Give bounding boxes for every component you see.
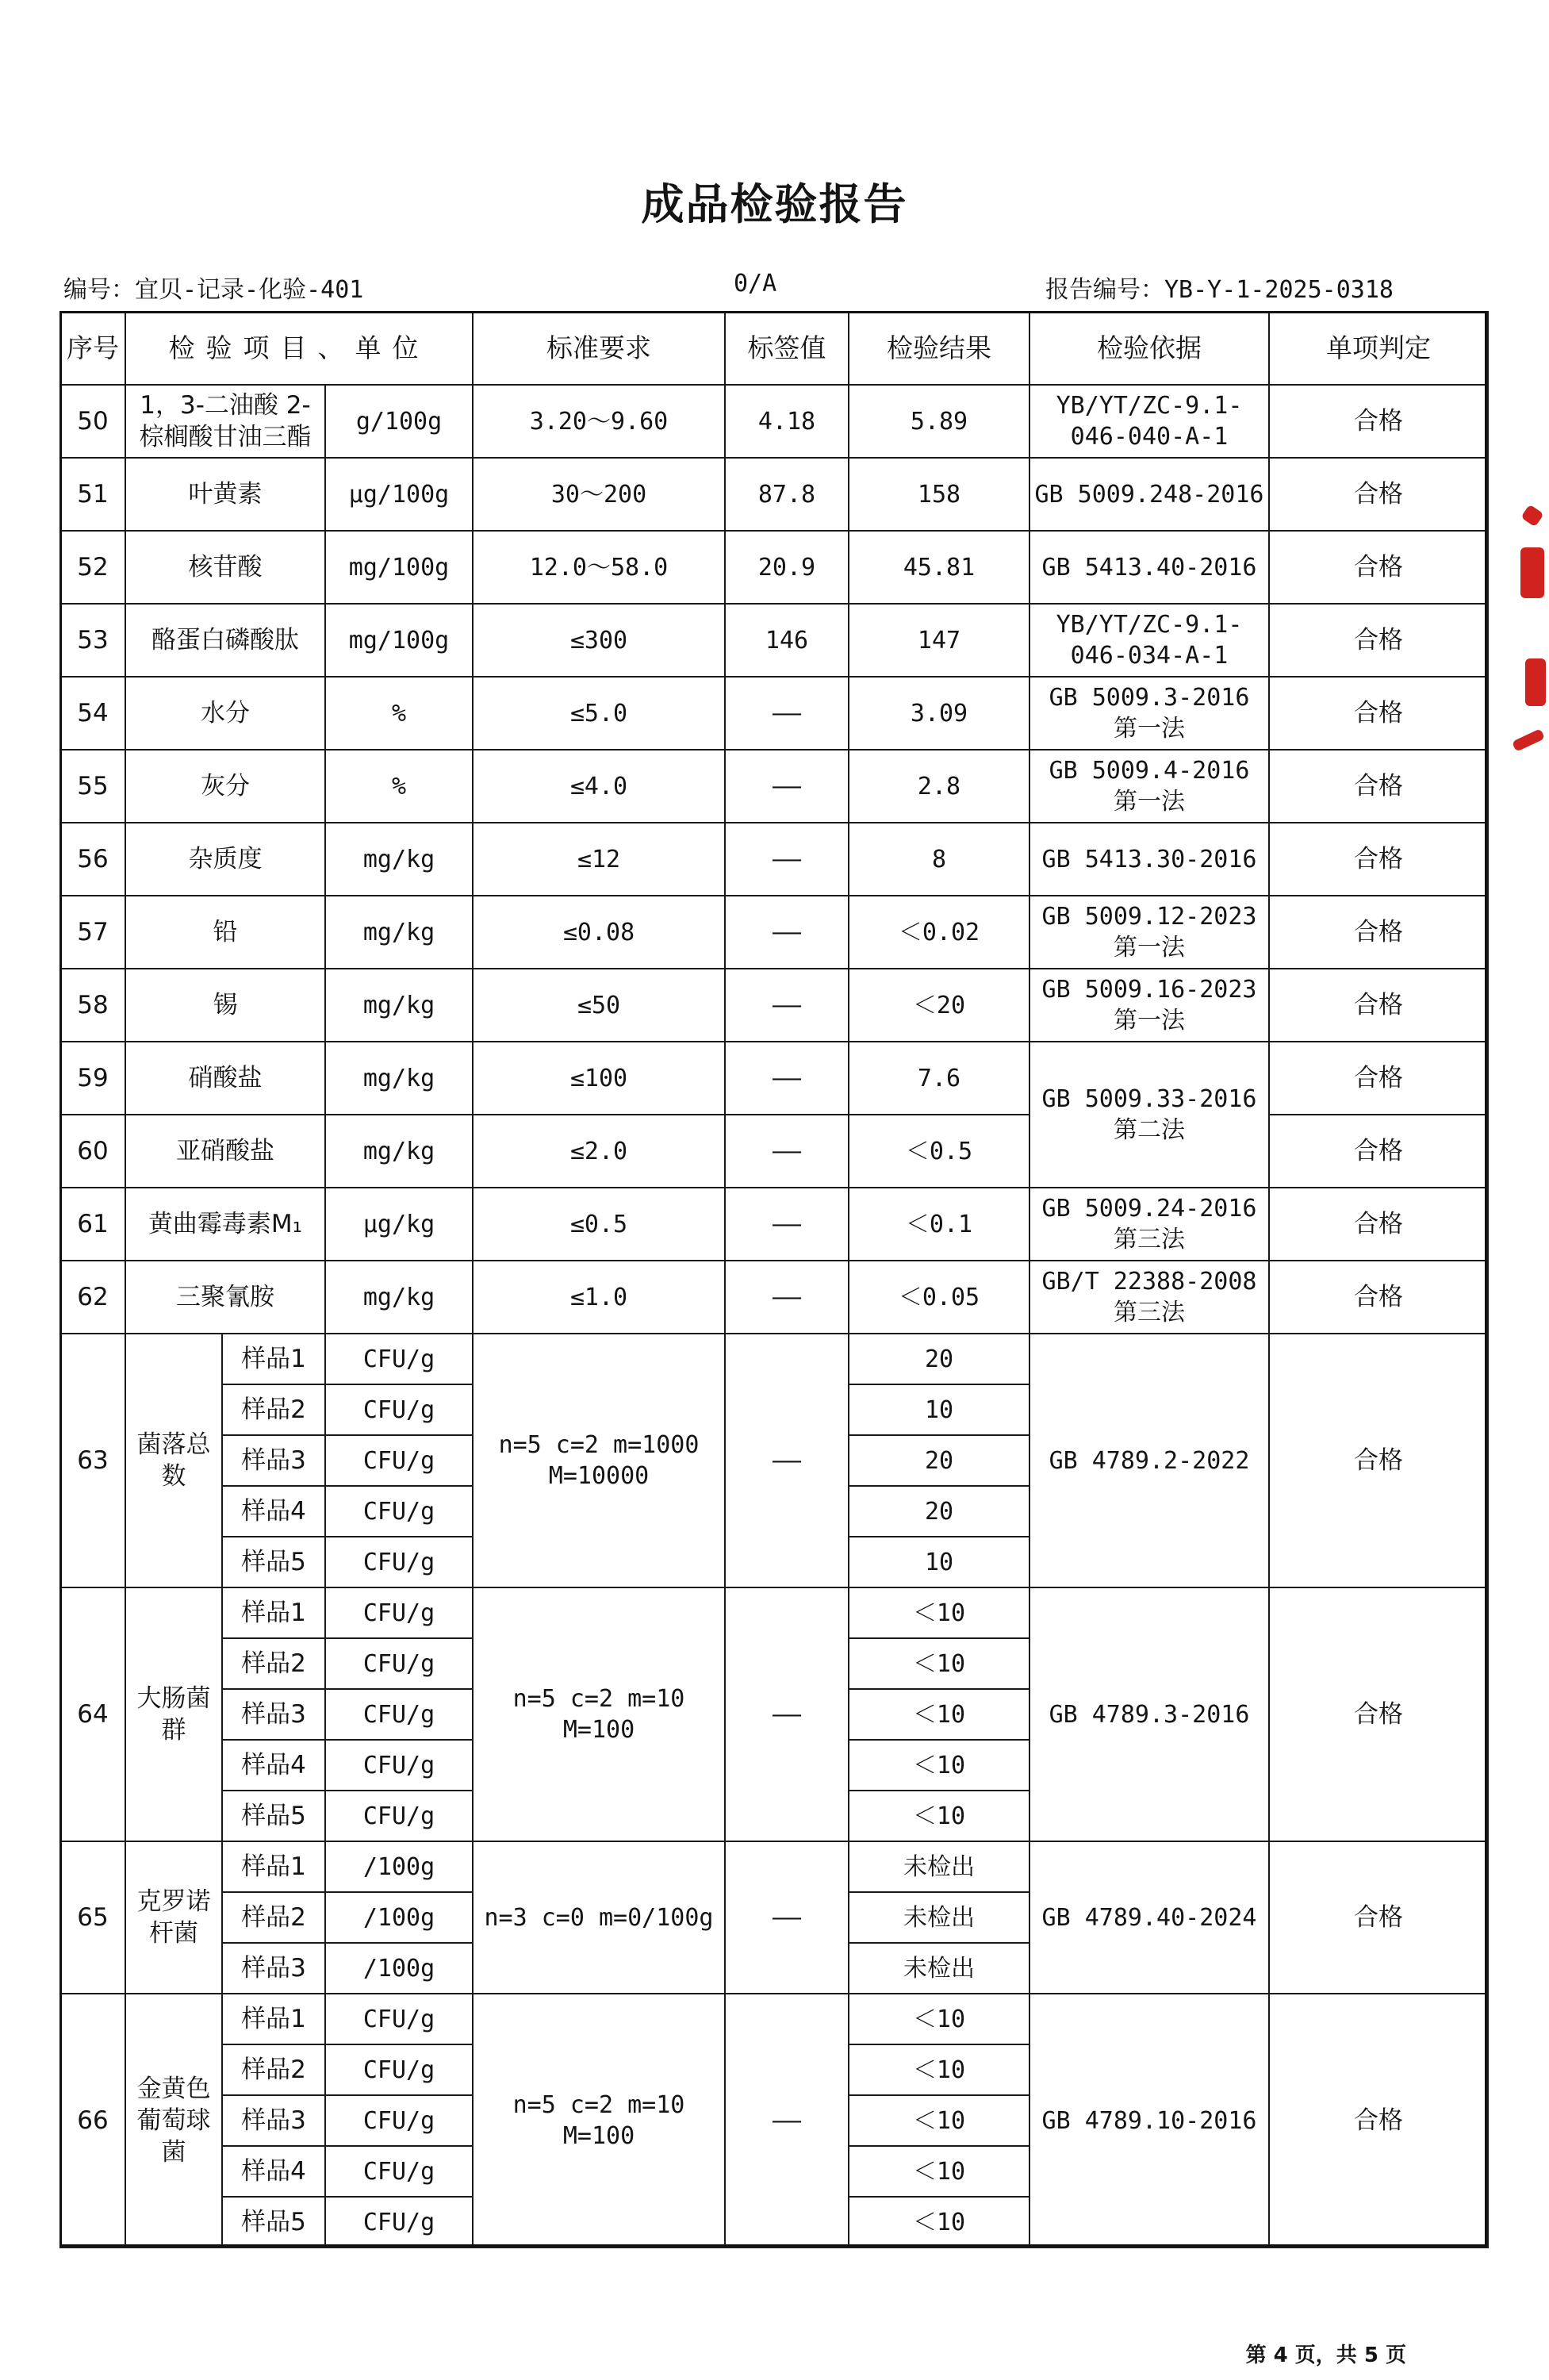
table-row [60, 385, 1488, 458]
cell-standard: n=5 c=2 m=10 M=100 [473, 1994, 725, 2248]
cell-standard: ≤12 [473, 823, 725, 896]
cell-label-value: —— [725, 896, 849, 969]
cell-label-value: —— [725, 1261, 849, 1334]
cell-result: ＜10 [849, 2146, 1029, 2197]
table-row [60, 458, 1488, 531]
cell-result: ＜10 [849, 2095, 1029, 2146]
cell-judgement: 合格 [1269, 385, 1488, 458]
cell-judgement: 合格 [1269, 823, 1488, 896]
cell-item: 锡 [125, 969, 325, 1042]
cell-basis: YB/YT/ZC-9.1-046-034-A-1 [1029, 604, 1269, 677]
cell-no: 65 [60, 1841, 125, 1994]
cell-unit: CFU/g [325, 1689, 473, 1740]
cell-standard: ≤0.5 [473, 1188, 725, 1261]
cell-item: 酪蛋白磷酸肽 [125, 604, 325, 677]
table-row [60, 969, 1488, 1042]
cell-label-value: —— [725, 1994, 849, 2248]
cell-result: 未检出 [849, 1943, 1029, 1994]
cell-item: 三聚氰胺 [125, 1261, 325, 1334]
cell-unit: CFU/g [325, 1486, 473, 1537]
cell-unit: μg/100g [325, 458, 473, 531]
cell-label-value: 146 [725, 604, 849, 677]
cell-judgement: 合格 [1269, 458, 1488, 531]
cell-standard: ≤2.0 [473, 1115, 725, 1188]
cell-standard: ≤4.0 [473, 750, 725, 823]
header-item: 检验项目、单位 [125, 312, 473, 385]
cell-item: 黄曲霉毒素M₁ [125, 1188, 325, 1261]
cell-no: 62 [60, 1261, 125, 1334]
cell-label-value: —— [725, 969, 849, 1042]
cell-unit: mg/100g [325, 604, 473, 677]
cell-result: ＜0.02 [849, 896, 1029, 969]
cell-basis: GB 5009.248-2016 [1029, 458, 1269, 531]
red-seal-fragment [1509, 508, 1549, 770]
table-row [60, 531, 1488, 604]
cell-label-value: —— [725, 1115, 849, 1188]
cell-result: ＜10 [849, 1689, 1029, 1740]
cell-sample: 样品4 [222, 1740, 325, 1791]
cell-no: 59 [60, 1042, 125, 1115]
cell-label-value: —— [725, 1587, 849, 1841]
record-code: 编号：宜贝-记录-化验-401 [63, 276, 364, 304]
cell-result: 10 [849, 1537, 1029, 1587]
table-row [60, 1841, 1488, 1892]
cell-unit: mg/kg [325, 969, 473, 1042]
cell-sample: 样品1 [222, 1994, 325, 2044]
cell-result: ＜0.1 [849, 1188, 1029, 1261]
cell-result: ＜10 [849, 2197, 1029, 2248]
cell-result: 8 [849, 823, 1029, 896]
header-no: 序号 [60, 312, 125, 385]
cell-judgement: 合格 [1269, 1261, 1488, 1334]
cell-unit: mg/kg [325, 823, 473, 896]
cell-unit: mg/kg [325, 1261, 473, 1334]
cell-result: 20 [849, 1334, 1029, 1384]
cell-judgement: 合格 [1269, 969, 1488, 1042]
cell-unit: % [325, 677, 473, 750]
cell-unit: /100g [325, 1892, 473, 1943]
cell-label-value: —— [725, 1841, 849, 1994]
cell-item: 1，3-二油酸 2-棕榈酸甘油三酯 [125, 385, 325, 458]
cell-result: 2.8 [849, 750, 1029, 823]
cell-no: 55 [60, 750, 125, 823]
cell-unit: CFU/g [325, 1638, 473, 1689]
cell-item: 核苷酸 [125, 531, 325, 604]
cell-standard: ≤0.08 [473, 896, 725, 969]
cell-label-value: 87.8 [725, 458, 849, 531]
table-row [60, 1115, 1488, 1188]
cell-unit: μg/kg [325, 1188, 473, 1261]
cell-basis: GB 5009.3-2016 第一法 [1029, 677, 1269, 750]
cell-unit: CFU/g [325, 2044, 473, 2095]
cell-standard: ≤1.0 [473, 1261, 725, 1334]
cell-item: 硝酸盐 [125, 1042, 325, 1115]
cell-no: 63 [60, 1334, 125, 1587]
cell-result: 3.09 [849, 677, 1029, 750]
cell-unit: CFU/g [325, 1587, 473, 1638]
cell-result: ＜10 [849, 1791, 1029, 1841]
cell-unit: CFU/g [325, 1334, 473, 1384]
table-row [60, 896, 1488, 969]
cell-no: 57 [60, 896, 125, 969]
cell-judgement: 合格 [1269, 1042, 1488, 1115]
cell-sample: 样品5 [222, 1791, 325, 1841]
cell-item: 亚硝酸盐 [125, 1115, 325, 1188]
table-header [60, 312, 1488, 385]
page-number: 第 4 页，共 5 页 [1245, 2344, 1406, 2367]
cell-result: ＜0.05 [849, 1261, 1029, 1334]
table-row [60, 823, 1488, 896]
header-result: 检验结果 [849, 312, 1029, 385]
cell-result: 147 [849, 604, 1029, 677]
cell-sample: 样品3 [222, 1689, 325, 1740]
cell-no: 66 [60, 1994, 125, 2248]
cell-unit: CFU/g [325, 1537, 473, 1587]
cell-sample: 样品5 [222, 2197, 325, 2248]
table-row [60, 604, 1488, 677]
cell-unit: mg/kg [325, 1042, 473, 1115]
cell-item: 叶黄素 [125, 458, 325, 531]
cell-unit: CFU/g [325, 2197, 473, 2248]
cell-sample: 样品5 [222, 1537, 325, 1587]
cell-item: 铅 [125, 896, 325, 969]
cell-sample: 样品2 [222, 1638, 325, 1689]
cell-judgement: 合格 [1269, 1115, 1488, 1188]
cell-item: 菌落总数 [125, 1334, 222, 1587]
header-judgement: 单项判定 [1269, 312, 1488, 385]
cell-result: 未检出 [849, 1892, 1029, 1943]
cell-unit: CFU/g [325, 1994, 473, 2044]
header-basis: 检验依据 [1029, 312, 1269, 385]
cell-judgement: 合格 [1269, 1334, 1488, 1587]
cell-sample: 样品2 [222, 1384, 325, 1435]
table-row [60, 1334, 1488, 1384]
cell-label-value: —— [725, 1334, 849, 1587]
cell-basis: GB 5413.40-2016 [1029, 531, 1269, 604]
cell-result: 158 [849, 458, 1029, 531]
cell-unit: g/100g [325, 385, 473, 458]
cell-label-value: —— [725, 750, 849, 823]
cell-judgement: 合格 [1269, 1994, 1488, 2248]
cell-no: 64 [60, 1587, 125, 1841]
cell-sample: 样品2 [222, 1892, 325, 1943]
cell-item: 克罗诺杆菌 [125, 1841, 222, 1994]
cell-result: 20 [849, 1486, 1029, 1537]
cell-judgement: 合格 [1269, 1188, 1488, 1261]
cell-result: 未检出 [849, 1841, 1029, 1892]
cell-sample: 样品3 [222, 1435, 325, 1486]
cell-sample: 样品1 [222, 1334, 325, 1384]
cell-unit: /100g [325, 1841, 473, 1892]
cell-result: ＜10 [849, 1994, 1029, 2044]
cell-standard: 3.20～9.60 [473, 385, 725, 458]
cell-sample: 样品3 [222, 1943, 325, 1994]
cell-result: 10 [849, 1384, 1029, 1435]
cell-no: 52 [60, 531, 125, 604]
cell-result: ＜0.5 [849, 1115, 1029, 1188]
table-row [60, 750, 1488, 823]
cell-result: 20 [849, 1435, 1029, 1486]
cell-no: 53 [60, 604, 125, 677]
cell-item: 水分 [125, 677, 325, 750]
cell-unit: /100g [325, 1943, 473, 1994]
cell-judgement: 合格 [1269, 1587, 1488, 1841]
cell-judgement: 合格 [1269, 750, 1488, 823]
cell-item: 金黄色葡萄球菌 [125, 1994, 222, 2248]
table-row [60, 1042, 1488, 1115]
cell-label-value: —— [725, 823, 849, 896]
version: 0/A [734, 270, 777, 298]
table-row [60, 1188, 1488, 1261]
cell-unit: CFU/g [325, 1384, 473, 1435]
cell-label-value: 20.9 [725, 531, 849, 604]
table-row [60, 677, 1488, 750]
cell-result: 7.6 [849, 1042, 1029, 1115]
cell-result: ＜10 [849, 1638, 1029, 1689]
cell-basis: GB 4789.10-2016 [1029, 1994, 1269, 2248]
cell-basis: GB 5009.12-2023 第一法 [1029, 896, 1269, 969]
cell-label-value: —— [725, 677, 849, 750]
cell-no: 54 [60, 677, 125, 750]
cell-unit: CFU/g [325, 2095, 473, 2146]
cell-basis: YB/YT/ZC-9.1-046-040-A-1 [1029, 385, 1269, 458]
cell-standard: 12.0～58.0 [473, 531, 725, 604]
cell-unit: CFU/g [325, 1791, 473, 1841]
cell-sample: 样品2 [222, 2044, 325, 2095]
report-number: 报告编号：YB-Y-1-2025-0318 [1045, 276, 1394, 304]
cell-unit: CFU/g [325, 1740, 473, 1791]
cell-standard: n=5 c=2 m=1000 M=10000 [473, 1334, 725, 1587]
cell-result: ＜10 [849, 1587, 1029, 1638]
cell-result: 5.89 [849, 385, 1029, 458]
inspection-table [59, 311, 1489, 2248]
cell-unit: CFU/g [325, 1435, 473, 1486]
cell-basis: GB 5413.30-2016 [1029, 823, 1269, 896]
cell-basis: GB/T 22388-2008 第三法 [1029, 1261, 1269, 1334]
cell-basis: GB 4789.2-2022 [1029, 1334, 1269, 1587]
cell-standard: 30～200 [473, 458, 725, 531]
cell-item: 杂质度 [125, 823, 325, 896]
cell-no: 58 [60, 969, 125, 1042]
cell-unit: % [325, 750, 473, 823]
cell-basis: GB 5009.16-2023 第一法 [1029, 969, 1269, 1042]
header-standard: 标准要求 [473, 312, 725, 385]
cell-result: ＜20 [849, 969, 1029, 1042]
cell-no: 51 [60, 458, 125, 531]
cell-basis: GB 5009.4-2016 第一法 [1029, 750, 1269, 823]
cell-no: 50 [60, 385, 125, 458]
page-title: 成品检验报告 [641, 179, 908, 229]
cell-standard: n=3 c=0 m=0/100g [473, 1841, 725, 1994]
cell-sample: 样品4 [222, 1486, 325, 1537]
cell-standard: n=5 c=2 m=10 M=100 [473, 1587, 725, 1841]
cell-judgement: 合格 [1269, 677, 1488, 750]
cell-item: 大肠菌群 [125, 1587, 222, 1841]
cell-basis: GB 4789.40-2024 [1029, 1841, 1269, 1994]
cell-basis: GB 4789.3-2016 [1029, 1587, 1269, 1841]
cell-standard: ≤100 [473, 1042, 725, 1115]
cell-sample: 样品1 [222, 1587, 325, 1638]
cell-no: 60 [60, 1115, 125, 1188]
cell-standard: ≤300 [473, 604, 725, 677]
cell-basis: GB 5009.24-2016 第三法 [1029, 1188, 1269, 1261]
cell-label-value: —— [725, 1042, 849, 1115]
cell-unit: CFU/g [325, 2146, 473, 2197]
table-row [60, 1994, 1488, 2044]
cell-item: 灰分 [125, 750, 325, 823]
cell-label-value: —— [725, 1188, 849, 1261]
cell-result: ＜10 [849, 1740, 1029, 1791]
table-row [60, 1587, 1488, 1638]
cell-unit: mg/kg [325, 1115, 473, 1188]
cell-basis: GB 5009.33-2016 第二法 [1029, 1042, 1269, 1188]
cell-judgement: 合格 [1269, 604, 1488, 677]
header-label-value: 标签值 [725, 312, 849, 385]
cell-unit: mg/kg [325, 896, 473, 969]
cell-sample: 样品1 [222, 1841, 325, 1892]
table-row [60, 1261, 1488, 1334]
cell-no: 56 [60, 823, 125, 896]
cell-judgement: 合格 [1269, 1841, 1488, 1994]
cell-standard: ≤50 [473, 969, 725, 1042]
cell-result: 45.81 [849, 531, 1029, 604]
cell-standard: ≤5.0 [473, 677, 725, 750]
cell-label-value: 4.18 [725, 385, 849, 458]
cell-judgement: 合格 [1269, 896, 1488, 969]
cell-no: 61 [60, 1188, 125, 1261]
cell-judgement: 合格 [1269, 531, 1488, 604]
cell-result: ＜10 [849, 2044, 1029, 2095]
cell-unit: mg/100g [325, 531, 473, 604]
cell-sample: 样品3 [222, 2095, 325, 2146]
cell-sample: 样品4 [222, 2146, 325, 2197]
